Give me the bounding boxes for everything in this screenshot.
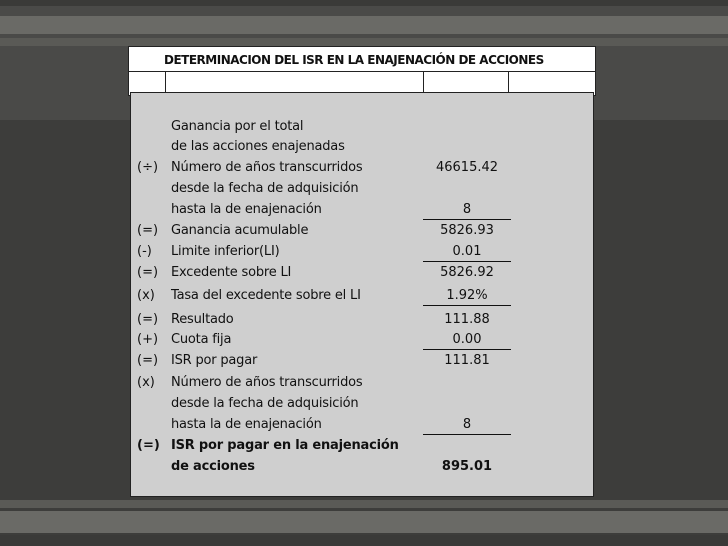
table-header [128,46,596,96]
operator: (=) [137,312,159,327]
row-label: Ganancia por el total [171,119,304,134]
operator: (x) [137,288,155,303]
table-row [131,436,593,456]
operator: (=) [137,223,159,238]
table-row [131,457,593,477]
row-label: Cuota fija [171,332,232,347]
row-value: 0.00 [452,332,482,347]
row-label: de acciones [171,459,255,474]
row-label: de las acciones enajenadas [171,139,345,154]
table-row [131,221,593,241]
table-row [131,373,593,393]
row-label: desde la fecha de adquisición [171,181,359,196]
row-value: 46615.42 [435,160,499,175]
underline [423,305,511,306]
underline [423,261,511,262]
table-row [131,394,593,414]
row-label: Ganancia acumulable [171,223,309,238]
operator: (+) [137,332,159,347]
row-label: Limite inferior(LI) [171,244,280,259]
row-value: 5826.92 [440,265,494,280]
row-value: 1.92% [446,288,488,303]
table-row [131,179,593,199]
table-row [131,242,593,262]
decorative-stripe [0,16,728,34]
decorative-stripe [0,500,728,508]
operator: (=) [137,265,159,280]
table-row [131,137,593,157]
row-value: 8 [462,202,472,217]
decorative-stripe [0,511,728,533]
table-row [131,330,593,350]
decorative-stripe [0,0,728,6]
table-row [131,415,593,435]
operator: (=) [137,438,160,453]
row-value: 0.01 [452,244,482,259]
row-label: ISR por pagar [171,353,258,368]
underline [423,219,511,220]
operator: (x) [137,375,155,390]
table-row [131,351,593,371]
underline [423,434,511,435]
table-title: DETERMINACION DEL ISR EN LA ENAJENACIÓN DE ACCIONES [129,47,595,72]
row-label: hasta la de enajenación [171,202,322,217]
row-label: Excedente sobre LI [171,265,292,280]
row-label: ISR por pagar en la enajenación [171,438,399,453]
row-label: hasta la de enajenación [171,417,322,432]
row-value: 111.81 [444,353,490,368]
row-value: 8 [462,417,472,432]
table-row [131,263,593,283]
row-label: Resultado [171,312,234,327]
decorative-stripe [0,535,728,546]
table-row [131,158,593,178]
table-row [131,200,593,220]
table-row [131,286,593,306]
decorative-stripe [0,38,728,46]
row-label: Tasa del excedente sobre el LI [171,288,361,303]
row-label: desde la fecha de adquisición [171,396,359,411]
operator: (÷) [137,160,159,175]
operator: (=) [137,353,159,368]
operator: (-) [137,244,152,259]
table-row [131,310,593,330]
calculation-panel [130,92,594,497]
row-value: 5826.93 [440,223,494,238]
row-value: 895.01 [441,459,493,474]
row-value: 111.88 [444,312,490,327]
row-label: Número de años transcurridos [171,160,363,175]
row-label: Número de años transcurridos [171,375,363,390]
table-row [131,117,593,137]
underline [423,349,511,350]
